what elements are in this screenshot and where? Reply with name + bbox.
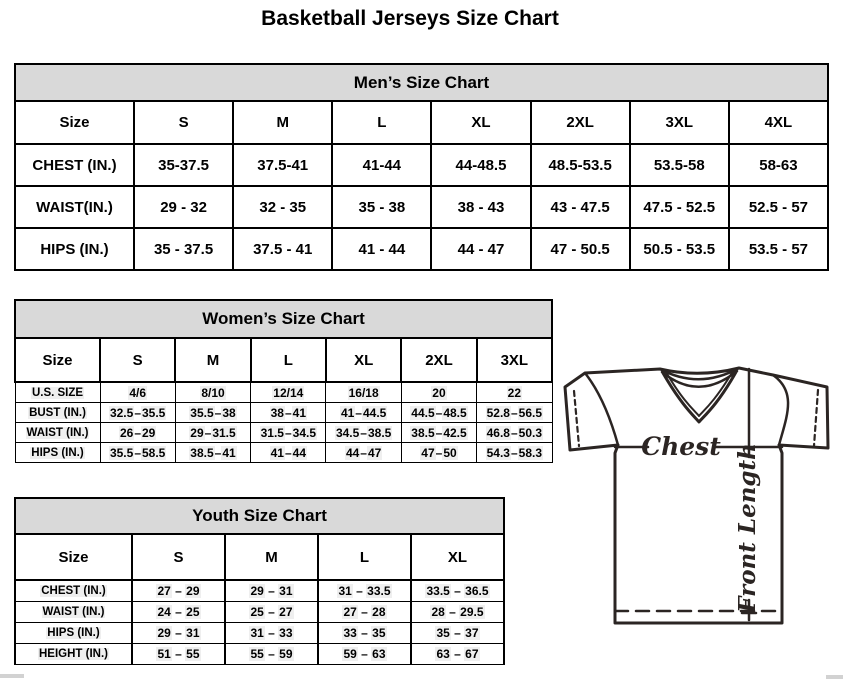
highlighted-number: 27 <box>157 584 171 598</box>
column-header: XL <box>326 338 401 382</box>
youth-table-body <box>15 580 504 665</box>
highlighted-number: 35 <box>372 626 386 640</box>
womens-table-body <box>15 382 552 463</box>
size-value-cell: 37.5-41 <box>233 144 332 186</box>
highlighted-number: 34.5 <box>335 425 360 440</box>
highlighted-number: 16/18 <box>348 385 379 400</box>
row-label-text: WAIST (IN.) <box>42 606 105 618</box>
highlighted-number: 35.5 <box>190 405 214 420</box>
size-value-cell: 38.5–42.5 <box>401 423 476 443</box>
size-value-cell: 47 - 50.5 <box>531 228 630 270</box>
row-label <box>15 602 132 623</box>
highlighted-number: 31 <box>186 626 200 640</box>
row-label-text: BUST (IN.) <box>29 406 86 419</box>
row-label: HIPS (IN.) <box>15 228 134 270</box>
highlighted-number: 58.3 <box>518 445 543 460</box>
size-value-cell: 33.5 – 36.5 <box>411 580 504 602</box>
highlighted-number: 29 <box>186 584 200 598</box>
size-value-cell: 33 – 35 <box>318 623 411 644</box>
row-label-text: HIPS (IN.) <box>31 446 84 459</box>
column-header: S <box>132 534 225 580</box>
size-value-cell: 27 – 28 <box>318 602 411 623</box>
highlighted-number: 41 <box>222 445 236 460</box>
youth-size-table <box>14 497 505 665</box>
mens-size-header-row <box>15 101 828 144</box>
table-row <box>15 644 504 665</box>
size-value-cell: 48.5-53.5 <box>531 144 630 186</box>
highlighted-number: 38.5 <box>190 445 214 460</box>
highlighted-number: 41 <box>292 405 307 420</box>
size-value-cell: 38 - 43 <box>431 186 530 228</box>
size-value-cell <box>100 382 175 403</box>
row-label <box>15 423 100 443</box>
highlighted-number: 54.3 <box>486 445 510 460</box>
row-label-text: WAIST (IN.) <box>26 426 89 439</box>
column-header: XL <box>431 101 530 144</box>
highlighted-number: 63 <box>372 647 386 661</box>
front-length-label: Front Length <box>734 443 761 613</box>
highlighted-number: 33.5 <box>426 584 450 598</box>
row-label <box>15 580 132 602</box>
table-row <box>15 228 828 270</box>
size-value-cell: 27 – 29 <box>132 580 225 602</box>
highlighted-number: 55 <box>250 647 264 661</box>
highlighted-number: 50 <box>443 445 457 460</box>
table-row <box>15 580 504 602</box>
mens-size-table <box>14 63 829 271</box>
size-value-cell: 59 – 63 <box>318 644 411 665</box>
highlighted-number: 25 <box>250 605 264 619</box>
column-header: L <box>251 338 326 382</box>
size-value-cell: 34.5–38.5 <box>326 423 401 443</box>
youth-size-header-row <box>15 534 504 580</box>
highlighted-number: 59 <box>343 647 357 661</box>
size-value-cell: 47–50 <box>401 443 476 463</box>
size-value-cell: 26–29 <box>100 423 175 443</box>
row-label-text: CHEST (IN.) <box>41 585 106 597</box>
table-row <box>15 602 504 623</box>
highlighted-number: 42.5 <box>443 425 467 440</box>
size-value-cell: 29 - 32 <box>134 186 233 228</box>
size-value-cell: 44-48.5 <box>431 144 530 186</box>
size-value-cell: 41–44.5 <box>326 403 401 423</box>
row-label <box>15 644 132 665</box>
highlighted-number: 46.8 <box>486 425 510 440</box>
size-value-cell: 28 – 29.5 <box>411 602 504 623</box>
size-value-cell: 37.5 - 41 <box>233 228 332 270</box>
highlighted-number: 59 <box>279 647 293 661</box>
column-header: S <box>100 338 175 382</box>
table-row <box>15 186 828 228</box>
row-label-text: HIPS (IN.) <box>47 627 100 639</box>
size-value-cell: 35 – 37 <box>411 623 504 644</box>
column-header: 4XL <box>729 101 828 144</box>
highlighted-number: 35.5 <box>142 405 166 420</box>
column-header: M <box>225 534 318 580</box>
size-value-cell: 24 – 25 <box>132 602 225 623</box>
size-value-cell: 44.5–48.5 <box>401 403 476 423</box>
size-value-cell: 44 - 47 <box>431 228 530 270</box>
highlighted-number: 48.5 <box>443 405 467 420</box>
size-value-cell: 31.5–34.5 <box>251 423 326 443</box>
highlighted-number: 29 <box>142 425 156 440</box>
highlighted-number: 28 <box>431 605 445 619</box>
size-value-cell: 51 – 55 <box>132 644 225 665</box>
table-row <box>15 423 552 443</box>
highlighted-number: 29 <box>250 584 264 598</box>
size-value-cell: 31 – 33 <box>225 623 318 644</box>
armhole-seam-right <box>773 375 788 445</box>
size-value-cell: 25 – 27 <box>225 602 318 623</box>
jersey-diagram <box>556 358 836 630</box>
highlighted-number: 31 <box>279 584 293 598</box>
highlighted-number: 56.5 <box>518 405 543 420</box>
size-value-cell: 41 - 44 <box>332 228 431 270</box>
row-label <box>15 623 132 644</box>
column-header: 3XL <box>477 338 552 382</box>
youth-table-title-row <box>15 498 504 534</box>
size-value-cell: 29–31.5 <box>175 423 250 443</box>
column-header: 2XL <box>531 101 630 144</box>
size-value-cell: 41-44 <box>332 144 431 186</box>
row-label <box>15 382 100 403</box>
column-header: L <box>318 534 411 580</box>
column-header: S <box>134 101 233 144</box>
armhole-seam-left <box>585 373 618 445</box>
highlighted-number: 33.5 <box>367 584 391 598</box>
highlighted-number: 34.5 <box>292 425 317 440</box>
size-value-cell: 47.5 - 52.5 <box>630 186 729 228</box>
row-label <box>15 443 100 463</box>
size-value-cell: 58-63 <box>729 144 828 186</box>
row-label: CHEST (IN.) <box>15 144 134 186</box>
highlighted-number: 38.5 <box>367 425 392 440</box>
highlighted-number: 12/14 <box>273 385 304 400</box>
highlighted-number: 29 <box>157 626 171 640</box>
highlighted-number: 33 <box>343 626 357 640</box>
highlighted-number: 58.5 <box>142 445 166 460</box>
page-edge-artifact-right <box>826 675 843 679</box>
mens-table-body <box>15 144 828 270</box>
highlighted-number: 51 <box>157 647 171 661</box>
highlighted-number: 63 <box>436 647 450 661</box>
womens-size-header-row <box>15 338 552 382</box>
size-value-cell <box>401 382 476 403</box>
highlighted-number: 35 <box>436 626 450 640</box>
size-value-cell: 44–47 <box>326 443 401 463</box>
highlighted-number: 41 <box>270 445 284 460</box>
size-value-cell: 35 - 37.5 <box>134 228 233 270</box>
size-value-cell <box>251 382 326 403</box>
chest-label: Chest <box>641 432 721 461</box>
highlighted-number: 27 <box>279 605 293 619</box>
highlighted-number: 44.5 <box>362 405 387 420</box>
highlighted-number: 25 <box>186 605 200 619</box>
column-header: L <box>332 101 431 144</box>
column-header: M <box>175 338 250 382</box>
highlighted-number: 33 <box>279 626 293 640</box>
column-header: XL <box>411 534 504 580</box>
highlighted-number: 37 <box>465 626 479 640</box>
size-value-cell: 43 - 47.5 <box>531 186 630 228</box>
highlighted-number: 38.5 <box>411 425 435 440</box>
size-value-cell: 54.3–58.3 <box>477 443 552 463</box>
column-header: 2XL <box>401 338 476 382</box>
highlighted-number: 31 <box>250 626 264 640</box>
highlighted-number: 24 <box>157 605 171 619</box>
highlighted-number: 29.5 <box>460 605 484 619</box>
womens-size-table <box>14 299 553 463</box>
table-row <box>15 403 552 423</box>
row-label-text: HEIGHT (IN.) <box>39 648 108 660</box>
highlighted-number: 47 <box>367 445 382 460</box>
highlighted-number: 29 <box>190 425 204 440</box>
size-value-cell: 50.5 - 53.5 <box>630 228 729 270</box>
size-value-cell: 35 - 38 <box>332 186 431 228</box>
highlighted-number: 38 <box>222 405 236 420</box>
highlighted-number: 32.5 <box>109 405 134 420</box>
highlighted-number: 31.5 <box>212 425 236 440</box>
mens-table-title-row <box>15 64 828 101</box>
size-value-cell: 38.5–41 <box>175 443 250 463</box>
highlighted-number: 44.5 <box>411 405 435 420</box>
size-value-cell: 52.5 - 57 <box>729 186 828 228</box>
cuff-dashed-line-left <box>574 391 579 446</box>
column-header: Size <box>15 338 100 382</box>
womens-table-title: Women’s Size Chart <box>15 300 552 338</box>
size-value-cell: 41–44 <box>251 443 326 463</box>
highlighted-number: 55 <box>186 647 200 661</box>
size-value-cell: 35-37.5 <box>134 144 233 186</box>
column-header: 3XL <box>630 101 729 144</box>
size-value-cell: 46.8–50.3 <box>477 423 552 443</box>
highlighted-number: 20 <box>432 385 446 400</box>
page-title: Basketball Jerseys Size Chart <box>261 7 559 30</box>
highlighted-number: 38 <box>270 405 284 420</box>
size-value-cell <box>477 382 552 403</box>
size-value-cell: 63 – 67 <box>411 644 504 665</box>
highlighted-number: 41 <box>340 405 355 420</box>
column-header: M <box>233 101 332 144</box>
size-value-cell: 35.5–38 <box>175 403 250 423</box>
highlighted-number: 35.5 <box>109 445 134 460</box>
youth-table-title: Youth Size Chart <box>15 498 504 534</box>
mens-table-title: Men’s Size Chart <box>15 64 828 101</box>
size-value-cell: 53.5-58 <box>630 144 729 186</box>
size-value-cell: 53.5 - 57 <box>729 228 828 270</box>
highlighted-number: 31.5 <box>260 425 284 440</box>
size-value-cell: 52.8–56.5 <box>477 403 552 423</box>
column-header: Size <box>15 101 134 144</box>
highlighted-number: 36.5 <box>465 584 489 598</box>
size-value-cell: 32.5–35.5 <box>100 403 175 423</box>
size-value-cell <box>326 382 401 403</box>
table-row <box>15 144 828 186</box>
highlighted-number: 28 <box>372 605 386 619</box>
highlighted-number: 22 <box>507 385 521 400</box>
size-value-cell: 55 – 59 <box>225 644 318 665</box>
size-value-cell: 35.5–58.5 <box>100 443 175 463</box>
size-value-cell <box>175 382 250 403</box>
highlighted-number: 4/6 <box>129 385 146 400</box>
cuff-dashed-line-right <box>814 390 818 446</box>
highlighted-number: 44 <box>345 445 360 460</box>
column-header: Size <box>15 534 132 580</box>
highlighted-number: 31 <box>338 584 352 598</box>
size-value-cell: 31 – 33.5 <box>318 580 411 602</box>
size-value-cell: 29 – 31 <box>132 623 225 644</box>
highlighted-number: 27 <box>343 605 357 619</box>
row-label <box>15 403 100 423</box>
row-label: WAIST(IN.) <box>15 186 134 228</box>
womens-table-title-row <box>15 300 552 338</box>
table-row <box>15 382 552 403</box>
row-label-text: U.S. SIZE <box>31 386 84 399</box>
highlighted-number: 8/10 <box>201 385 225 400</box>
highlighted-number: 26 <box>119 425 134 440</box>
highlighted-number: 50.3 <box>518 425 543 440</box>
highlighted-number: 52.8 <box>486 405 510 420</box>
table-row <box>15 443 552 463</box>
size-value-cell: 29 – 31 <box>225 580 318 602</box>
size-value-cell: 32 - 35 <box>233 186 332 228</box>
page-edge-artifact-left <box>0 674 24 678</box>
highlighted-number: 67 <box>465 647 479 661</box>
table-row <box>15 623 504 644</box>
highlighted-number: 47 <box>421 445 435 460</box>
highlighted-number: 44 <box>292 445 307 460</box>
size-value-cell: 38–41 <box>251 403 326 423</box>
